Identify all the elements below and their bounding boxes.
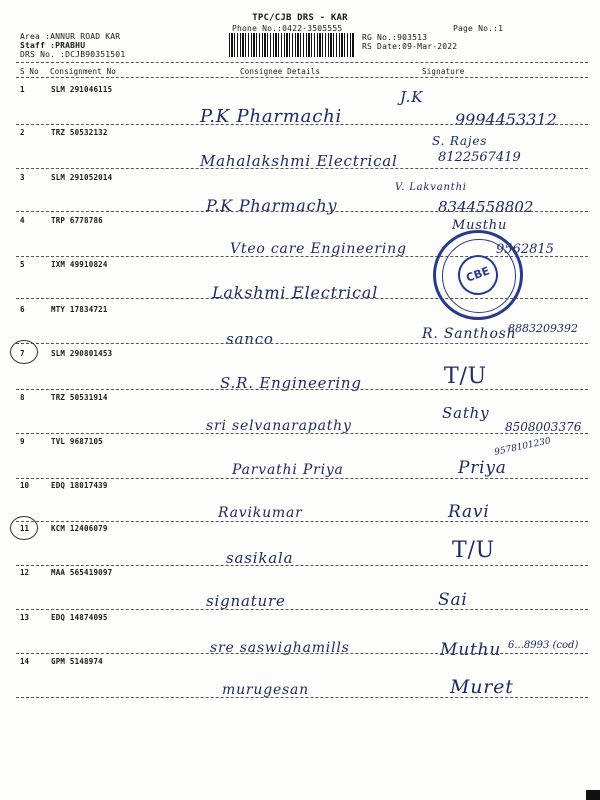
phone: 9578101230 bbox=[493, 436, 552, 458]
row-divider bbox=[16, 609, 588, 610]
consignee-name: S.R. Engineering bbox=[220, 374, 362, 392]
header-divider bbox=[16, 62, 588, 63]
row-sno: 1 bbox=[20, 85, 25, 94]
consignee-name: Lakshmi Electrical bbox=[212, 283, 379, 302]
consignee-name: sanco bbox=[226, 330, 274, 348]
col-consignee: Consignee Details bbox=[240, 67, 321, 76]
row-divider bbox=[16, 433, 588, 434]
scan-edge-mark bbox=[586, 790, 600, 800]
row-sno: 14 bbox=[20, 657, 30, 666]
row-sno: 2 bbox=[20, 128, 25, 137]
barcode bbox=[229, 33, 354, 57]
row-divider bbox=[16, 124, 588, 125]
rs-date: RS Date:09-Mar-2022 bbox=[362, 42, 458, 51]
consignment-number: TRP 6778786 bbox=[51, 216, 103, 225]
row-divider bbox=[16, 653, 588, 654]
signature: R. Santhosh bbox=[422, 326, 517, 342]
signature: Muret bbox=[450, 676, 514, 698]
row-divider bbox=[16, 697, 588, 698]
consignment-number: EDQ 14874095 bbox=[51, 613, 108, 622]
signature: V. Lakvanthi bbox=[395, 182, 467, 193]
document-title: TPC/CJB DRS - KAR bbox=[252, 13, 348, 23]
consignment-number: TRZ 50532132 bbox=[51, 128, 108, 137]
row-divider bbox=[16, 211, 588, 212]
consignee-name: murugesan bbox=[222, 682, 309, 698]
row-sno: 7 bbox=[20, 349, 25, 358]
signature: T/U bbox=[452, 538, 496, 563]
consignment-number: SLM 291052014 bbox=[51, 173, 113, 182]
col-signature: Signature bbox=[422, 67, 465, 76]
row-divider bbox=[16, 565, 588, 566]
row-sno: 13 bbox=[20, 613, 30, 622]
row-sno: 9 bbox=[20, 437, 25, 446]
phone: 8883209392 bbox=[508, 322, 578, 335]
consignment-number: GPM 5148974 bbox=[51, 657, 103, 666]
phone: 8122567419 bbox=[438, 150, 521, 165]
page-number: Page No.:1 bbox=[453, 24, 504, 33]
signature: S. Rajes bbox=[432, 134, 488, 148]
consignment-number: MAA 565419097 bbox=[51, 568, 113, 577]
consignee-name: Mahalakshmi Electrical bbox=[200, 152, 398, 170]
signature: Sai bbox=[438, 590, 468, 610]
consignment-number: TRZ 50531914 bbox=[51, 393, 108, 402]
company-stamp bbox=[433, 230, 523, 320]
consignee-name: Parvathi Priya bbox=[232, 462, 344, 478]
staff-label: Staff :PRABHU bbox=[20, 41, 86, 50]
consignment-number: EDQ 18017439 bbox=[51, 481, 108, 490]
consignment-number: SLM 290801453 bbox=[51, 349, 113, 358]
phone: 6...8993 (cod) bbox=[508, 640, 579, 651]
phone-number: Phone No.:0422-3505555 bbox=[232, 24, 343, 33]
row-divider bbox=[16, 521, 588, 522]
signature: Ravi bbox=[448, 502, 490, 522]
signature: Sathy bbox=[442, 404, 490, 422]
row-sno: 8 bbox=[20, 393, 25, 402]
consignment-number: MTY 17834721 bbox=[51, 305, 108, 314]
consignment-number: TVL 9687105 bbox=[51, 437, 103, 446]
row-sno: 6 bbox=[20, 305, 25, 314]
col-consignment: Consignment No bbox=[50, 67, 117, 76]
signature: J.K bbox=[400, 88, 424, 106]
signature: T/U bbox=[444, 364, 488, 389]
phone: 9562815 bbox=[496, 242, 554, 257]
signature: Priya bbox=[458, 458, 507, 478]
row-divider bbox=[16, 478, 588, 479]
phone: 8344558802 bbox=[438, 198, 534, 216]
phone: 9994453312 bbox=[455, 110, 557, 129]
row-sno: 5 bbox=[20, 260, 25, 269]
header-divider-bottom bbox=[16, 77, 588, 78]
signature: Muthu bbox=[440, 640, 502, 660]
row-divider bbox=[16, 389, 588, 390]
consignment-number: IXM 49910824 bbox=[51, 260, 108, 269]
consignee-name: P.K Pharmachi bbox=[200, 106, 343, 127]
signature: Musthu bbox=[452, 218, 508, 233]
consignee-name: Vteo care Engineering bbox=[230, 241, 407, 257]
area-label: Area :ANNUR ROAD KAR bbox=[20, 32, 121, 41]
consignment-number: SLM 291046115 bbox=[51, 85, 113, 94]
stamp-center: CBE bbox=[452, 249, 503, 300]
consignee-name: signature bbox=[206, 592, 286, 610]
row-sno: 3 bbox=[20, 173, 25, 182]
consignee-name: sre saswighamills bbox=[210, 640, 350, 656]
drs-number: DRS No. :DCJB90351501 bbox=[20, 50, 126, 59]
rg-number: RG No.:903513 bbox=[362, 33, 428, 42]
row-sno: 10 bbox=[20, 481, 30, 490]
consignee-name: Ravikumar bbox=[218, 505, 303, 521]
row-sno: 11 bbox=[20, 524, 30, 533]
row-divider bbox=[16, 343, 588, 344]
row-sno: 4 bbox=[20, 216, 25, 225]
phone: 8508003376 bbox=[505, 420, 582, 434]
row-sno: 12 bbox=[20, 568, 30, 577]
row-divider bbox=[16, 168, 588, 169]
consignee-name: sri selvanarapathy bbox=[206, 418, 352, 434]
consignee-name: sasikala bbox=[226, 549, 294, 567]
consignee-name: P.K Pharmachy bbox=[206, 196, 338, 215]
col-sno: S No bbox=[20, 67, 39, 76]
consignment-number: KCM 12406079 bbox=[51, 524, 108, 533]
